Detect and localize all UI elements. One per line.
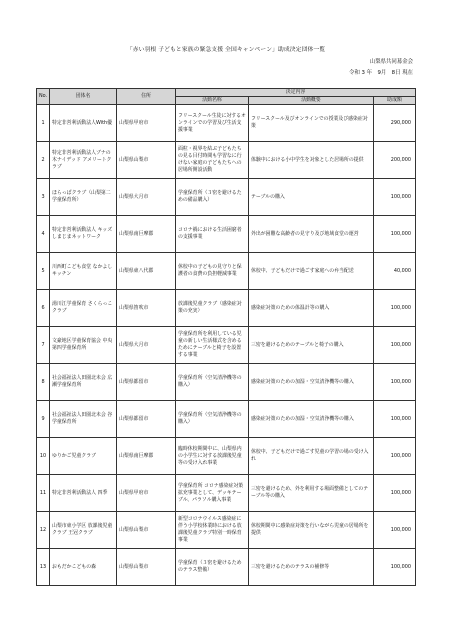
cell-no: 6 bbox=[37, 290, 50, 327]
cell-no: 5 bbox=[37, 253, 50, 290]
cell-amount: 100,000 bbox=[374, 290, 416, 327]
header-content: 決定内容 bbox=[176, 89, 416, 97]
organization-name: 山梨県共同募金会 bbox=[369, 59, 413, 65]
page-title: 「赤い羽根 子どもと家族の緊急支援 全国キャンペーン」助成決定団体一覧 bbox=[126, 47, 326, 53]
cell-no: 10 bbox=[37, 438, 50, 475]
cell-name: 休校中の子どもの見守りと保護者の食費の負担軽減事業 bbox=[176, 253, 249, 290]
cell-group: 文豪地区学童保育協会 中央第四学童保育所 bbox=[50, 327, 117, 364]
cell-place: 山梨県南巨摩郡 bbox=[117, 438, 176, 475]
cell-group: 特定非営利活動法人 四季 bbox=[50, 475, 117, 512]
cell-place: 山梨県大月市 bbox=[117, 179, 176, 216]
cell-place: 山梨県甲府市 bbox=[117, 105, 176, 142]
cell-detail: フリースクール及びオンラインでの授業及び感染症対策 bbox=[249, 105, 374, 142]
table-row bbox=[37, 290, 416, 327]
table-row bbox=[37, 253, 416, 290]
cell-place: 山梨県山梨市 bbox=[117, 142, 176, 179]
cell-group: 特定非営利活動法人With優 bbox=[50, 105, 117, 142]
cell-name: 学童保育（３密を避けるためのテラス整備） bbox=[176, 549, 249, 586]
cell-amount: 100,000 bbox=[374, 549, 416, 586]
table-row bbox=[37, 475, 416, 512]
cell-detail: 休校中、子どもだけで過ごす家庭への弁当配送 bbox=[249, 253, 374, 290]
cell-amount: 40,000 bbox=[374, 253, 416, 290]
cell-group: 川西町こども食堂 なかよしキッチン bbox=[50, 253, 117, 290]
table-row bbox=[37, 438, 416, 475]
cell-no: 13 bbox=[37, 549, 50, 586]
header-group: 団体名 bbox=[50, 89, 117, 105]
cell-place: 山梨県大月市 bbox=[117, 327, 176, 364]
header-activity-detail: 活動概要 bbox=[249, 97, 374, 105]
cell-place: 山梨県甲府市 bbox=[117, 475, 176, 512]
cell-group: 社会福祉法人田園北未会 広瀬学童保育所 bbox=[50, 364, 117, 401]
cell-amount: 100,000 bbox=[374, 512, 416, 549]
cell-group: 山梨市東小学区 放課後児童クラブ 王冠クラブ bbox=[50, 512, 117, 549]
cell-detail: 感染症対策のための体温計等の購入 bbox=[249, 290, 374, 327]
table-row bbox=[37, 364, 416, 401]
cell-no: 3 bbox=[37, 179, 50, 216]
cell-amount: 100,000 bbox=[374, 179, 416, 216]
cell-detail: 三密を避けるためのテーブルと椅子の購入 bbox=[249, 327, 374, 364]
cell-amount: 100,000 bbox=[374, 216, 416, 253]
cell-detail: 三密を避けるため、外を利用する場面整備としてのテーブル等の購入 bbox=[249, 475, 374, 512]
cell-no: 2 bbox=[37, 142, 50, 179]
table-row bbox=[37, 512, 416, 549]
cell-detail: 休校期間中に感染症対策を行いながら児童の居場所を提供 bbox=[249, 512, 374, 549]
cell-no: 8 bbox=[37, 364, 50, 401]
header-no: No. bbox=[37, 89, 50, 105]
cell-amount: 100,000 bbox=[374, 401, 416, 438]
cell-amount: 100,000 bbox=[374, 327, 416, 364]
cell-no: 4 bbox=[37, 216, 50, 253]
cell-detail: 感染症対策のための加湿・空気清浄機等の購入 bbox=[249, 364, 374, 401]
header-place: 住所 bbox=[117, 89, 176, 105]
as-of-date: 令和 3 年 9月 8日 現在 bbox=[349, 70, 413, 76]
table-row bbox=[37, 549, 416, 586]
cell-name: コロナ禍における生活困窮者の支援事業 bbox=[176, 216, 249, 253]
header-amount: 助成額 bbox=[374, 97, 416, 105]
cell-no: 1 bbox=[37, 105, 50, 142]
cell-amount: 290,000 bbox=[374, 105, 416, 142]
cell-name: 学童保育所を利用している児童の新しい生活様式を含めるためにテーブルと椅子を設置する事業 bbox=[176, 327, 249, 364]
table-row bbox=[37, 179, 416, 216]
cell-group: 特定非営利活動法人ブナの木ナイデッド アメリートクラブ bbox=[50, 142, 117, 179]
cell-amount: 100,000 bbox=[374, 475, 416, 512]
cell-no: 9 bbox=[37, 401, 50, 438]
cell-name: 放課後児童クラブ（感染症対策の充実） bbox=[176, 290, 249, 327]
cell-group: 社会福祉法人田園北未会 谷学童保育所 bbox=[50, 401, 117, 438]
cell-place: 山梨県笛吹市 bbox=[117, 290, 176, 327]
cell-amount: 100,000 bbox=[374, 438, 416, 475]
cell-place: 山梨県都留市 bbox=[117, 364, 176, 401]
header-activity-name: 活動名称 bbox=[176, 97, 249, 105]
cell-detail: 外出が困難な高齢者の見守り及び地域食堂の運営 bbox=[249, 216, 374, 253]
cell-detail: 休校中、子どもだけで過ごす児童の学習の場の受け入れ bbox=[249, 438, 374, 475]
table-row bbox=[37, 401, 416, 438]
cell-name: 学童保育所（空気清浄機等の購入） bbox=[176, 364, 249, 401]
cell-name: 学童保育所（３密を避けるための備品購入） bbox=[176, 179, 249, 216]
cell-no: 7 bbox=[37, 327, 50, 364]
table-row bbox=[37, 105, 416, 142]
cell-place: 山梨県都留市 bbox=[117, 401, 176, 438]
cell-place: 山梨県山梨市 bbox=[117, 512, 176, 549]
cell-detail: テーブルの購入 bbox=[249, 179, 374, 216]
cell-no: 11 bbox=[37, 475, 50, 512]
cell-name: 面粒・視界を結ぶ子どもたちの見る目付時間も学習なに行けない家庭の子どもたちへの居場所開設活動 bbox=[176, 142, 249, 179]
table-row bbox=[37, 327, 416, 364]
cell-place: 山梨県南巨摩郡 bbox=[117, 216, 176, 253]
cell-name: 学童保育所 コロナ感染症対策拡充事業として、デッキテーブル、パラソル購入事業 bbox=[176, 475, 249, 512]
cell-name: 臨時休校期間中に、山梨県内の小学生に対する放課後児童等の受け入れ事業 bbox=[176, 438, 249, 475]
cell-group: 湯川江学童保育 さくらっこクラブ bbox=[50, 290, 117, 327]
cell-detail: 感染症対策のための加湿・空気清浄機等の購入 bbox=[249, 401, 374, 438]
table-row bbox=[37, 216, 416, 253]
cell-name: 学童保育所（空気清浄機等の購入） bbox=[176, 401, 249, 438]
cell-place: 山梨県東八代郡 bbox=[117, 253, 176, 290]
cell-detail: 体験中における小中学生を対象とした居場所の提供 bbox=[249, 142, 374, 179]
cell-group: ゆりかご児童クラブ bbox=[50, 438, 117, 475]
cell-no: 12 bbox=[37, 512, 50, 549]
cell-amount: 200,000 bbox=[374, 142, 416, 179]
cell-name: 新型コロナウイルス感染症に伴う小学校休業時における放課後児童クラブ特別一時保育事業 bbox=[176, 512, 249, 549]
grant-table bbox=[36, 88, 416, 586]
cell-detail: 三密を避けるためのテラスの補修等 bbox=[249, 549, 374, 586]
cell-place: 山梨県山梨市 bbox=[117, 549, 176, 586]
cell-amount: 100,000 bbox=[374, 364, 416, 401]
cell-group: 特定非営利活動法人 キッズしまじまネットワーク bbox=[50, 216, 117, 253]
cell-name: フリースクール生徒に対するオンラインでの学習及び生活支援事業 bbox=[176, 105, 249, 142]
cell-group: ほらっぱクラブ（山梨第二学童保育所） bbox=[50, 179, 117, 216]
table-row bbox=[37, 142, 416, 179]
cell-group: おもだかこどもの森 bbox=[50, 549, 117, 586]
